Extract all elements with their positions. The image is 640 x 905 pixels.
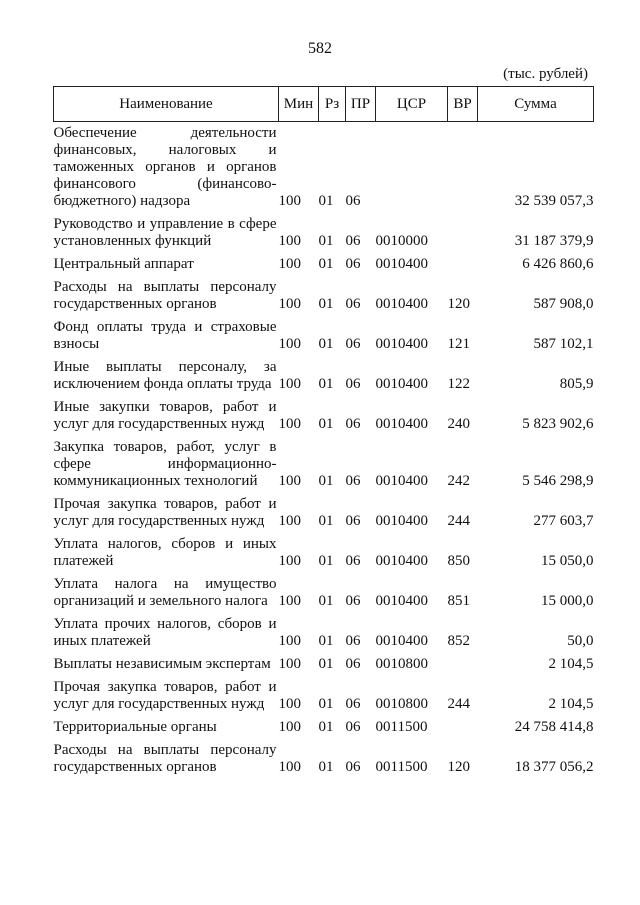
table-row bbox=[54, 313, 594, 353]
cell-csr: 0010400 bbox=[375, 593, 428, 609]
cell-pr: 06 bbox=[345, 233, 361, 249]
cell-pr: 06 bbox=[345, 336, 361, 352]
cell-vr bbox=[448, 650, 478, 673]
cell-vr: 122 bbox=[447, 376, 470, 392]
cell-vr: 120 bbox=[447, 296, 470, 312]
cell-sum: 6 426 860,6 bbox=[522, 256, 594, 272]
cell-rz: 01 bbox=[318, 696, 334, 712]
table-row bbox=[54, 610, 594, 650]
table-header-row bbox=[54, 87, 594, 122]
cell-rz: 01 bbox=[318, 633, 334, 649]
table-row bbox=[54, 490, 594, 530]
cell-min: 100 bbox=[278, 256, 301, 272]
cell-csr: 0010400 bbox=[375, 416, 428, 432]
table-row bbox=[54, 650, 594, 673]
cell-min: 100 bbox=[278, 759, 301, 775]
cell-min: 100 bbox=[278, 296, 301, 312]
cell-min: 100 bbox=[278, 656, 301, 672]
table-row bbox=[54, 433, 594, 490]
header-pr: ПР bbox=[346, 87, 376, 122]
cell-name: Закупка товаров, работ, услуг в сфере информационно-коммуникационных технологий bbox=[53, 439, 277, 489]
cell-pr: 06 bbox=[345, 719, 361, 735]
table-row bbox=[54, 530, 594, 570]
cell-name: Центральный аппарат bbox=[53, 256, 194, 272]
cell-csr: 0010400 bbox=[375, 296, 428, 312]
cell-vr bbox=[448, 250, 478, 273]
cell-sum: 805,9 bbox=[559, 376, 594, 392]
cell-min: 100 bbox=[278, 233, 301, 249]
cell-sum: 277 603,7 bbox=[533, 513, 594, 529]
header-rz: Рз bbox=[319, 87, 346, 122]
cell-sum: 50,0 bbox=[567, 633, 594, 649]
cell-csr: 0010400 bbox=[375, 513, 428, 529]
cell-pr: 06 bbox=[345, 256, 361, 272]
cell-pr: 06 bbox=[345, 593, 361, 609]
table-row bbox=[54, 570, 594, 610]
cell-sum: 24 758 414,8 bbox=[514, 719, 594, 735]
cell-name: Прочая закупка товаров, работ и услуг для государственных нужд bbox=[53, 679, 277, 712]
cell-vr: 242 bbox=[447, 473, 470, 489]
cell-sum: 2 104,5 bbox=[548, 696, 594, 712]
table-row bbox=[54, 673, 594, 713]
cell-min: 100 bbox=[278, 719, 301, 735]
cell-pr: 06 bbox=[345, 193, 361, 209]
cell-rz: 01 bbox=[318, 473, 334, 489]
cell-csr: 0011500 bbox=[375, 759, 428, 775]
cell-min: 100 bbox=[278, 593, 301, 609]
cell-vr: 240 bbox=[447, 416, 470, 432]
cell-name: Иные выплаты персоналу, за исключением фонда оплаты труда bbox=[53, 359, 277, 392]
table-row bbox=[54, 393, 594, 433]
cell-csr: 0010400 bbox=[375, 553, 428, 569]
cell-sum: 32 539 057,3 bbox=[514, 193, 594, 209]
cell-vr: 120 bbox=[447, 759, 470, 775]
cell-sum: 5 546 298,9 bbox=[522, 473, 594, 489]
header-min: Мин bbox=[279, 87, 319, 122]
cell-rz: 01 bbox=[318, 193, 334, 209]
cell-name: Фонд оплаты труда и страховые взносы bbox=[53, 319, 277, 352]
table-row bbox=[54, 250, 594, 273]
cell-vr bbox=[448, 713, 478, 736]
cell-name: Выплаты независимым экспертам bbox=[53, 656, 271, 672]
cell-min: 100 bbox=[278, 553, 301, 569]
cell-sum: 15 000,0 bbox=[541, 593, 594, 609]
cell-csr: 0010800 bbox=[375, 656, 428, 672]
cell-pr: 06 bbox=[345, 473, 361, 489]
header-csr: ЦСР bbox=[376, 87, 448, 122]
cell-min: 100 bbox=[278, 336, 301, 352]
table-row bbox=[54, 122, 594, 211]
cell-name: Прочая закупка товаров, работ и услуг для государственных нужд bbox=[53, 496, 277, 529]
cell-csr: 0011500 bbox=[375, 719, 428, 735]
cell-sum: 31 187 379,9 bbox=[514, 233, 594, 249]
cell-sum: 2 104,5 bbox=[548, 656, 594, 672]
cell-min: 100 bbox=[278, 193, 301, 209]
table-row bbox=[54, 273, 594, 313]
cell-name: Расходы на выплаты персоналу государственных органов bbox=[53, 742, 277, 775]
cell-vr: 851 bbox=[447, 593, 470, 609]
cell-csr: 0010400 bbox=[375, 336, 428, 352]
cell-name: Уплата налога на имущество организаций и земельного налога bbox=[53, 576, 277, 609]
cell-rz: 01 bbox=[318, 416, 334, 432]
units-label: (тыс. рублей) bbox=[503, 66, 588, 82]
cell-min: 100 bbox=[278, 376, 301, 392]
cell-sum: 587 908,0 bbox=[533, 296, 594, 312]
cell-pr: 06 bbox=[345, 633, 361, 649]
cell-csr: 0010400 bbox=[375, 256, 428, 272]
table-row bbox=[54, 736, 594, 776]
cell-pr: 06 bbox=[345, 696, 361, 712]
cell-name: Обеспечение деятельности финансовых, налоговых и таможенных органов и органов финансового (финансово-бюджетного) надзора bbox=[53, 125, 277, 209]
table-row bbox=[54, 210, 594, 250]
cell-csr: 0010400 bbox=[375, 376, 428, 392]
cell-pr: 06 bbox=[345, 759, 361, 775]
cell-vr: 121 bbox=[447, 336, 470, 352]
cell-sum: 18 377 056,2 bbox=[514, 759, 594, 775]
cell-rz: 01 bbox=[318, 336, 334, 352]
cell-min: 100 bbox=[278, 416, 301, 432]
cell-name: Уплата прочих налогов, сборов и иных платежей bbox=[53, 616, 277, 649]
cell-rz: 01 bbox=[318, 376, 334, 392]
cell-pr: 06 bbox=[345, 656, 361, 672]
cell-csr: 0010400 bbox=[375, 633, 428, 649]
cell-sum: 5 823 902,6 bbox=[522, 416, 594, 432]
cell-rz: 01 bbox=[318, 656, 334, 672]
cell-vr bbox=[448, 210, 478, 250]
page-number: 582 bbox=[308, 40, 332, 57]
cell-pr: 06 bbox=[345, 513, 361, 529]
cell-pr: 06 bbox=[345, 376, 361, 392]
cell-vr: 850 bbox=[447, 553, 470, 569]
cell-min: 100 bbox=[278, 473, 301, 489]
cell-rz: 01 bbox=[318, 593, 334, 609]
cell-name: Руководство и управление в сфере установленных функций bbox=[53, 216, 277, 249]
cell-csr bbox=[376, 122, 448, 211]
header-sum: Сумма bbox=[478, 87, 594, 122]
cell-vr bbox=[448, 122, 478, 211]
table-body bbox=[54, 122, 594, 777]
cell-min: 100 bbox=[278, 633, 301, 649]
cell-vr: 852 bbox=[447, 633, 470, 649]
budget-table bbox=[53, 86, 594, 776]
cell-sum: 587 102,1 bbox=[533, 336, 594, 352]
cell-csr: 0010400 bbox=[375, 473, 428, 489]
cell-rz: 01 bbox=[318, 256, 334, 272]
cell-pr: 06 bbox=[345, 296, 361, 312]
cell-min: 100 bbox=[278, 696, 301, 712]
cell-csr: 0010800 bbox=[375, 696, 428, 712]
cell-sum: 15 050,0 bbox=[541, 553, 594, 569]
header-vr: ВР bbox=[448, 87, 478, 122]
cell-vr: 244 bbox=[447, 513, 470, 529]
cell-name: Расходы на выплаты персоналу государственных органов bbox=[53, 279, 277, 312]
cell-name: Иные закупки товаров, работ и услуг для государственных нужд bbox=[53, 399, 277, 432]
cell-csr: 0010000 bbox=[375, 233, 428, 249]
cell-rz: 01 bbox=[318, 513, 334, 529]
header-name: Наименование bbox=[54, 87, 279, 122]
cell-name: Территориальные органы bbox=[53, 719, 217, 735]
table-row bbox=[54, 353, 594, 393]
cell-pr: 06 bbox=[345, 416, 361, 432]
table-row bbox=[54, 713, 594, 736]
cell-min: 100 bbox=[278, 513, 301, 529]
cell-pr: 06 bbox=[345, 553, 361, 569]
cell-rz: 01 bbox=[318, 719, 334, 735]
cell-rz: 01 bbox=[318, 759, 334, 775]
cell-rz: 01 bbox=[318, 553, 334, 569]
cell-rz: 01 bbox=[318, 233, 334, 249]
cell-rz: 01 bbox=[318, 296, 334, 312]
cell-vr: 244 bbox=[447, 696, 470, 712]
cell-name: Уплата налогов, сборов и иных платежей bbox=[53, 536, 277, 569]
